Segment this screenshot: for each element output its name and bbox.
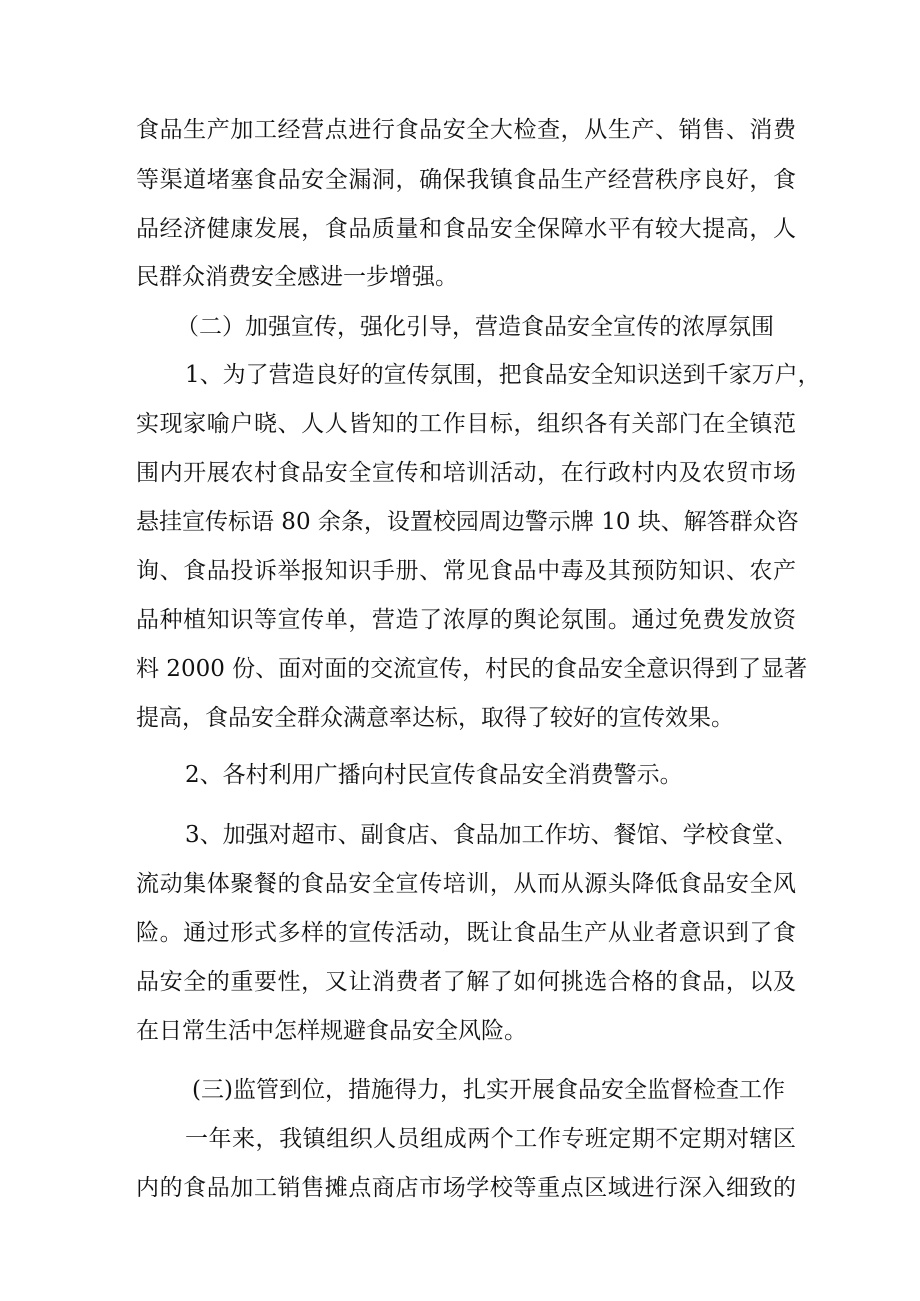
body-text-line: 内的食品加工销售摊点商店市场学校等重点区域进行深入细致的 (136, 1175, 796, 1201)
body-text-line: 险。通过形式多样的宣传活动，既让食品生产从业者意识到了食 (136, 920, 796, 946)
body-text-line: 2、各村利用广播向村民宣传食品安全消费警示。 (185, 762, 683, 788)
body-text-line: 询、食品投诉举报知识手册、常见食品中毒及其预防知识、农产 (136, 558, 796, 584)
section-heading-3: (三)监管到位，措施得力，扎实开展食品安全监督检查工作 (192, 1077, 785, 1103)
body-text-line: 等渠道堵塞食品安全漏洞，确保我镇食品生产经营秩序良好，食 (136, 167, 796, 193)
body-text-line: 围内开展农村食品安全宣传和培训活动，在行政村内及农贸市场 (136, 460, 796, 486)
body-text-line: 在日常生活中怎样规避食品安全风险。 (136, 1018, 527, 1044)
body-text-line: 食品生产加工经营点进行食品安全大检查，从生产、销售、消费 (136, 117, 796, 143)
body-text-line: 3、加强对超市、副食店、食品加工作坊、餐馆、学校食堂、 (185, 822, 798, 848)
body-text-line: 料 2000 份、面对面的交流宣传，村民的食品安全意识得到了显著 (136, 656, 808, 682)
body-text-line: 一年来，我镇组织人员组成两个工作专班定期不定期对辖区 (185, 1126, 796, 1152)
body-text-line: 流动集体聚餐的食品安全宣传培训，从而从源头降低食品安全风 (136, 871, 796, 897)
body-text-line: 实现家喻户晓、人人皆知的工作目标，组织各有关部门在全镇范 (136, 411, 796, 437)
body-text-line: 提高，食品安全群众满意率达标，取得了较好的宣传效果。 (136, 705, 734, 731)
body-text-line: 悬挂宣传标语 80 余条，设置校园周边警示牌 10 块、解答群众咨 (136, 509, 799, 535)
body-text-line: 品安全的重要性，又让消费者了解了如何挑选合格的食品，以及 (136, 969, 796, 995)
body-text-line: 1、为了营造良好的宣传氛围，把食品安全知识送到千家万户， (185, 362, 821, 388)
body-text-line: 品经济健康发展，食品质量和食品安全保障水平有较大提高，人 (136, 216, 796, 242)
body-text-line: 品种植知识等宣传单，营造了浓厚的舆论氛围。通过免费发放资 (136, 607, 796, 633)
section-heading-2: （二）加强宣传，强化引导，营造食品安全宣传的浓厚氛围 (176, 314, 774, 340)
body-text-line: 民群众消费安全感进一步增强。 (136, 264, 458, 290)
